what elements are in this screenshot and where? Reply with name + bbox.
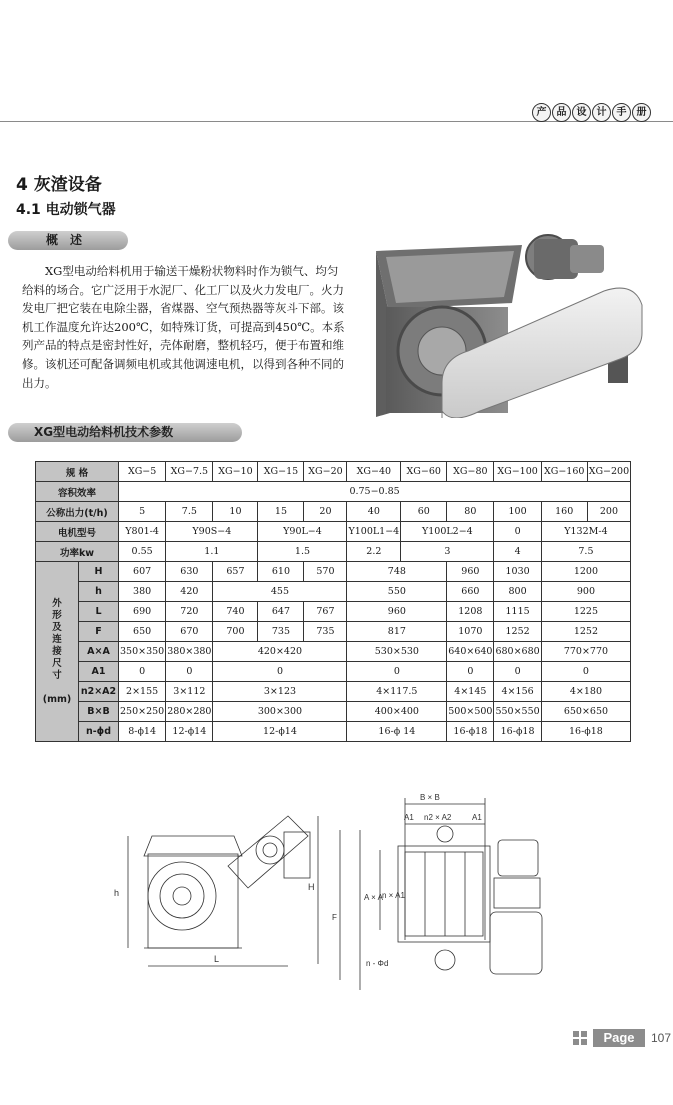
table-cell: 8-ϕ14 <box>119 722 166 742</box>
row-label: A1 <box>79 662 119 682</box>
table-cell: 680×680 <box>494 642 541 662</box>
table-row <box>36 622 631 642</box>
table-cell: 0 <box>166 662 213 682</box>
table-cell: 15 <box>258 502 304 522</box>
dim-label-A1: A1 <box>472 813 482 822</box>
table-cell: 570 <box>304 562 347 582</box>
table-cell: 455 <box>213 582 347 602</box>
overview-label-text: 概述 <box>46 233 95 247</box>
table-row <box>36 582 631 602</box>
table-cell: 640×640 <box>447 642 494 662</box>
row-label: 电机型号 <box>36 522 119 542</box>
table-cell: 420 <box>166 582 213 602</box>
table-cell: 0 <box>119 662 166 682</box>
side-view-drawing <box>108 796 333 981</box>
dim-label-BxB: B × B <box>420 793 440 802</box>
row-label: h <box>79 582 119 602</box>
table-cell: 960 <box>347 602 447 622</box>
row-label: L <box>79 602 119 622</box>
table-cell: 647 <box>258 602 304 622</box>
table-cell: 0.75−0.85 <box>119 482 631 502</box>
table-cell: 720 <box>166 602 213 622</box>
table-cell: 1115 <box>494 602 541 622</box>
table-cell: Y90S−4 <box>166 522 258 542</box>
model-cell: XG−10 <box>213 462 258 482</box>
chapter-title: 4 灰渣设备 <box>16 175 102 195</box>
header-badge: 计 <box>592 103 611 122</box>
table-cell: 700 <box>213 622 258 642</box>
dim-label-nxA1: n × A1 <box>382 891 405 900</box>
table-row <box>36 502 631 522</box>
front-view-drawing <box>330 790 555 1010</box>
table-cell: 60 <box>401 502 447 522</box>
table-cell: 40 <box>347 502 401 522</box>
header-badge: 设 <box>572 103 591 122</box>
row-label: F <box>79 622 119 642</box>
table-cell: 200 <box>587 502 630 522</box>
table-cell: 0 <box>447 662 494 682</box>
table-row <box>36 702 631 722</box>
table-cell: 3×123 <box>213 682 347 702</box>
model-cell: XG−160 <box>541 462 587 482</box>
table-cell: 657 <box>213 562 258 582</box>
table-cell: 250×250 <box>119 702 166 722</box>
table-row <box>36 642 631 662</box>
table-cell: 4 <box>494 542 541 562</box>
table-cell: 735 <box>304 622 347 642</box>
model-cell: XG−200 <box>587 462 630 482</box>
table-cell: Y132M-4 <box>541 522 630 542</box>
dim-label-nd: n - Φd <box>366 959 389 968</box>
table-cell: 12-ϕ14 <box>166 722 213 742</box>
table-row <box>36 602 631 622</box>
table-cell: 1070 <box>447 622 494 642</box>
spec-table <box>35 461 631 742</box>
section-title: 4.1 电动锁气器 <box>16 202 116 218</box>
dimensions-label <box>36 562 79 742</box>
table-cell: 748 <box>347 562 447 582</box>
table-cell: 817 <box>347 622 447 642</box>
table-cell: 3×112 <box>166 682 213 702</box>
table-cell: 16-ϕ 14 <box>347 722 447 742</box>
table-cell: 767 <box>304 602 347 622</box>
overview-label <box>8 231 128 250</box>
table-cell: 280×280 <box>166 702 213 722</box>
table-cell: 0 <box>494 662 541 682</box>
table-cell: 4×117.5 <box>347 682 447 702</box>
table-cell: 650 <box>119 622 166 642</box>
table-cell: 20 <box>304 502 347 522</box>
table-cell: 380×380 <box>166 642 213 662</box>
table-row <box>36 662 631 682</box>
table-cell: 690 <box>119 602 166 622</box>
table-cell: 16-ϕ18 <box>447 722 494 742</box>
table-cell: 0.55 <box>119 542 166 562</box>
table-cell: Y100L1−4 <box>347 522 401 542</box>
row-label: n-ϕd <box>79 722 119 742</box>
table-cell: 420×420 <box>213 642 347 662</box>
header-badge: 手 <box>612 103 631 122</box>
table-cell: 0 <box>541 662 630 682</box>
row-label: B×B <box>79 702 119 722</box>
table-cell: 1200 <box>541 562 630 582</box>
row-label: 功率kw <box>36 542 119 562</box>
table-cell: 4×145 <box>447 682 494 702</box>
table-cell: 4×156 <box>494 682 541 702</box>
table-cell: 1.1 <box>166 542 258 562</box>
table-cell: 960 <box>447 562 494 582</box>
model-cell: XG−20 <box>304 462 347 482</box>
model-cell: XG−100 <box>494 462 541 482</box>
table-cell: 80 <box>447 502 494 522</box>
table-cell: 735 <box>258 622 304 642</box>
table-cell: 800 <box>494 582 541 602</box>
table-row <box>36 722 631 742</box>
model-cell: XG−40 <box>347 462 401 482</box>
model-cell: XG−60 <box>401 462 447 482</box>
header-badge: 产 <box>532 103 551 122</box>
header-badge: 品 <box>552 103 571 122</box>
model-cell: XG−7.5 <box>166 462 213 482</box>
table-cell: 0 <box>213 662 347 682</box>
dim-label-L: L <box>214 954 220 964</box>
table-cell: 5 <box>119 502 166 522</box>
table-cell: 1208 <box>447 602 494 622</box>
dim-label-H: H <box>308 882 315 892</box>
table-cell: 550 <box>347 582 447 602</box>
table-cell: 0 <box>494 522 541 542</box>
table-cell: 550×550 <box>494 702 541 722</box>
table-cell: 650×650 <box>541 702 630 722</box>
overview-paragraph: XG型电动给料机用于输送干燥粉状物料时作为锁气、均匀给料的场合。它广泛用于水泥厂、化工厂以及火力发电厂。火力发电厂把它装在电除尘器，省煤器、空气预热器等灰斗下部。该机工作温度允许达200℃，如特殊订货，可提高到450℃。本系列产品的特点是密封性好，壳体耐磨，整机轻巧，便于布置和维修。该机还可配备调频电机或其他调速电机，以得到各种不同的出力。 <box>22 264 345 390</box>
table-cell: 1.5 <box>258 542 347 562</box>
table-cell: 2×155 <box>119 682 166 702</box>
table-cell: Y801-4 <box>119 522 166 542</box>
dim-label-A1: A1 <box>404 813 414 822</box>
row-label: H <box>79 562 119 582</box>
table-cell: 630 <box>166 562 213 582</box>
table-cell: 770×770 <box>541 642 630 662</box>
table-cell: 1252 <box>494 622 541 642</box>
dimensions-label-text: 外形及连接尺寸 <box>52 597 62 681</box>
params-label <box>8 423 242 442</box>
table-row <box>36 462 631 482</box>
dim-label-n2A2: n2 × A2 <box>424 813 452 822</box>
table-cell: 1225 <box>541 602 630 622</box>
table-cell: Y100L2−4 <box>401 522 494 542</box>
table-cell: 16-ϕ18 <box>494 722 541 742</box>
dim-label-F: F <box>332 913 337 922</box>
row-label: A×A <box>79 642 119 662</box>
table-cell: 0 <box>347 662 447 682</box>
table-cell: 400×400 <box>347 702 447 722</box>
table-cell: 100 <box>494 502 541 522</box>
table-cell: 670 <box>166 622 213 642</box>
table-cell: 350×350 <box>119 642 166 662</box>
table-cell: 7.5 <box>166 502 213 522</box>
table-cell: 12-ϕ14 <box>213 722 347 742</box>
table-row <box>36 682 631 702</box>
dim-label-h: h <box>114 888 120 898</box>
header-badges <box>532 103 651 122</box>
table-cell: 160 <box>541 502 587 522</box>
table-cell: 607 <box>119 562 166 582</box>
model-cell: XG−15 <box>258 462 304 482</box>
table-row <box>36 562 631 582</box>
row-label: n2×A2 <box>79 682 119 702</box>
header-badge: 册 <box>632 103 651 122</box>
table-cell: 740 <box>213 602 258 622</box>
table-cell: 1252 <box>541 622 630 642</box>
table-cell: 660 <box>447 582 494 602</box>
dim-label-AxA: A × A <box>364 893 383 902</box>
table-row <box>36 542 631 562</box>
table-cell: 16-ϕ18 <box>541 722 630 742</box>
table-cell: 2.2 <box>347 542 401 562</box>
table-row <box>36 522 631 542</box>
table-cell: 4×180 <box>541 682 630 702</box>
page-number: 107 <box>651 1031 672 1045</box>
model-cell: XG−5 <box>119 462 166 482</box>
model-cell: XG−80 <box>447 462 494 482</box>
row-label: 容积效率 <box>36 482 119 502</box>
row-label: 公称出力(t/h) <box>36 502 119 522</box>
table-cell: 530×530 <box>347 642 447 662</box>
table-cell: 300×300 <box>213 702 347 722</box>
table-cell: 1030 <box>494 562 541 582</box>
table-row <box>36 482 631 502</box>
table-cell: 7.5 <box>541 542 630 562</box>
table-cell: 500×500 <box>447 702 494 722</box>
row-label: 规 格 <box>36 462 119 482</box>
table-cell: Y90L−4 <box>258 522 347 542</box>
table-cell: 3 <box>401 542 494 562</box>
table-cell: 900 <box>541 582 630 602</box>
params-label-text: XG型电动给料机技术参数 <box>34 425 174 439</box>
product-photo <box>372 233 650 418</box>
table-cell: 10 <box>213 502 258 522</box>
page-label: Page <box>593 1029 645 1047</box>
page-footer <box>573 1029 673 1047</box>
table-cell: 610 <box>258 562 304 582</box>
table-cell: 380 <box>119 582 166 602</box>
dimensions-unit: (mm) <box>42 693 72 705</box>
